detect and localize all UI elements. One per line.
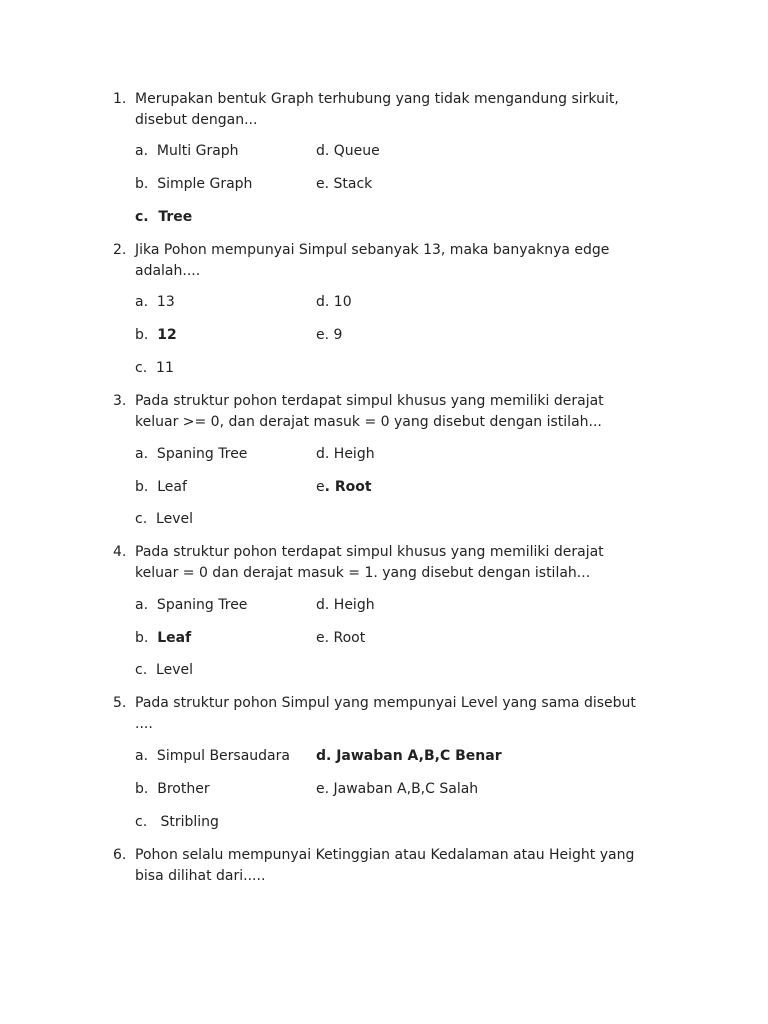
question-5-line-2: .... [135, 716, 153, 732]
q3-option-d: d. Heigh [316, 446, 375, 462]
question-2-line-1: Jika Pohon mempunyai Simpul sebanyak 13, maka banyaknya edge [135, 242, 610, 258]
q1-option-b: b. Simple Graph [135, 176, 253, 192]
q3-option-e-answer: . Root [324, 479, 372, 495]
q5-option-a: a. Simpul Bersaudara [135, 748, 290, 764]
question-5-line-1: Pada struktur pohon Simpul yang mempunyai Level yang sama disebut [135, 695, 636, 711]
q1-option-a: a. Multi Graph [135, 143, 239, 159]
question-4-line-1: Pada struktur pohon terdapat simpul khusus yang memiliki derajat [135, 544, 604, 560]
question-1-line-1: Merupakan bentuk Graph terhubung yang tidak mengandung sirkuit, [135, 91, 619, 107]
question-6-line-1: Pohon selalu mempunyai Ketinggian atau Kedalaman atau Height yang [135, 847, 635, 863]
q2-option-c: c. 11 [135, 360, 174, 376]
q2-option-b-prefix: b. [135, 327, 158, 343]
question-3-line-2: keluar >= 0, dan derajat masuk = 0 yang disebut dengan istilah... [135, 414, 602, 430]
question-6-number: 6. [113, 847, 127, 863]
q3-option-b: b. Leaf [135, 479, 187, 495]
q5-option-d-answer: d. Jawaban A,B,C Benar [316, 748, 502, 764]
q3-option-e [316, 477, 372, 498]
q4-option-e: e. Root [316, 630, 366, 646]
q2-option-a: a. 13 [135, 294, 175, 310]
q3-option-e-prefix: e [316, 479, 325, 495]
q4-option-a: a. Spaning Tree [135, 597, 248, 613]
question-5-number: 5. [113, 695, 127, 711]
question-2-line-2: adalah.... [135, 263, 201, 279]
q2-option-b-answer: 12 [157, 327, 177, 343]
question-1-line-2: disebut dengan... [135, 112, 258, 128]
question-3-text [135, 391, 677, 433]
q3-option-c: c. Level [135, 511, 194, 527]
question-1-number: 1. [113, 91, 127, 107]
q4-option-b-prefix: b. [135, 630, 158, 646]
q3-option-a: a. Spaning Tree [135, 446, 248, 462]
question-6-line-2: bisa dilihat dari..... [135, 868, 266, 884]
question-3-number: 3. [113, 393, 127, 409]
question-5-text [135, 693, 677, 735]
question-1-text [135, 89, 677, 131]
q4-option-c: c. Level [135, 662, 194, 678]
q1-option-e: e. Stack [316, 176, 373, 192]
question-6-text [135, 845, 677, 887]
question-4-line-2: keluar = 0 dan derajat masuk = 1. yang disebut dengan istilah... [135, 565, 591, 581]
question-2-text [135, 240, 677, 282]
q2-option-e: e. 9 [316, 327, 343, 343]
q5-option-b: b. Brother [135, 781, 210, 797]
q2-option-d: d. 10 [316, 294, 352, 310]
q1-option-c-answer: c. Tree [135, 209, 193, 225]
q5-option-c: c. Stribling [135, 814, 219, 830]
q1-option-d: d. Queue [316, 143, 380, 159]
q4-option-b-answer: Leaf [157, 630, 192, 646]
question-4-text [135, 542, 677, 584]
q5-option-e: e. Jawaban A,B,C Salah [316, 781, 479, 797]
q2-option-b [135, 325, 177, 346]
q4-option-d: d. Heigh [316, 597, 375, 613]
question-4-number: 4. [113, 544, 127, 560]
q4-option-b [135, 628, 191, 649]
question-3-line-1: Pada struktur pohon terdapat simpul khusus yang memiliki derajat [135, 393, 604, 409]
question-2-number: 2. [113, 242, 127, 258]
